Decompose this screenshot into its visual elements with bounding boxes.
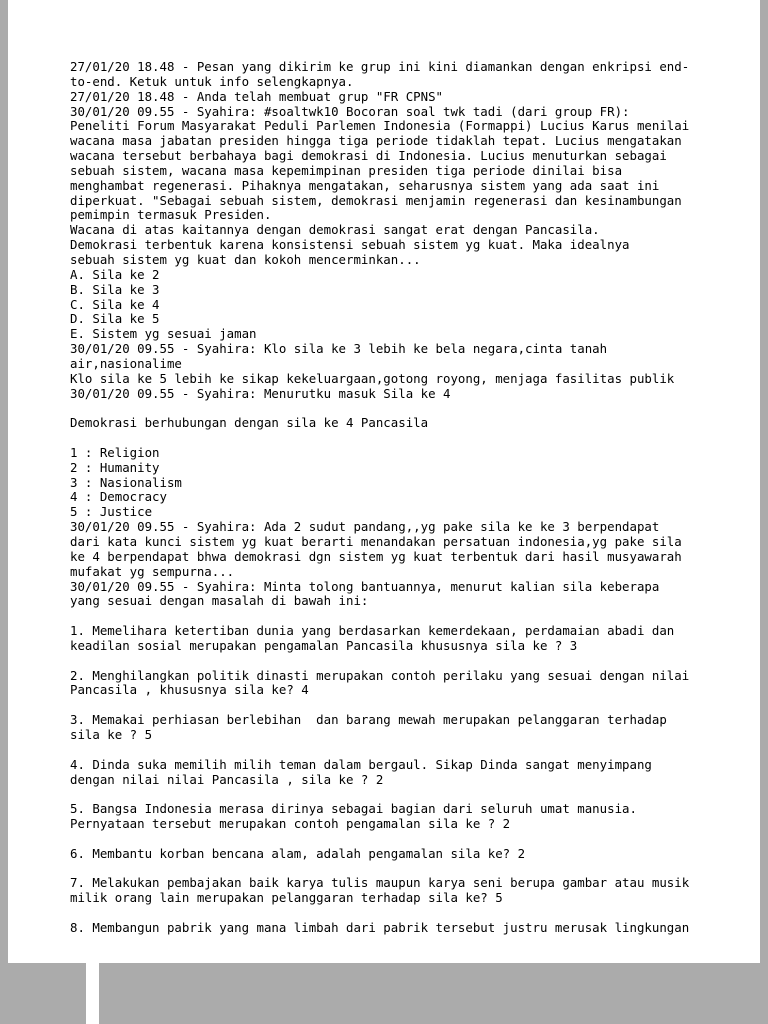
text-line: sebuah sistem yg kuat dan kokoh mencerminkan... <box>70 251 421 267</box>
text-line: sila ke ? 5 <box>70 726 153 742</box>
text-line <box>70 743 710 758</box>
text-line: Peneliti Forum Masyarakat Peduli Parlemen Indonesia (Formappi) Lucius Karus menilai <box>70 118 690 134</box>
text-line <box>70 906 710 921</box>
text-line: 2 : Humanity <box>70 459 160 475</box>
text-line <box>70 654 710 669</box>
next-page-edge <box>86 963 99 1024</box>
text-line: E. Sistem yg sesuai jaman <box>70 326 257 342</box>
text-line: milik orang lain merupakan pelanggaran terhadap sila ke? 5 <box>70 890 503 906</box>
text-line: 1. Memelihara ketertiban dunia yang berdasarkan kemerdekaan, perdamaian abadi dan <box>70 623 675 639</box>
text-line: 30/01/20 09.55 - Syahira: Minta tolong bantuannya, menurut kalian sila keberapa <box>70 578 660 594</box>
text-line: Pancasila , khususnya sila ke? 4 <box>70 682 309 698</box>
text-line: dengan nilai nilai Pancasila , sila ke ? 2 <box>70 771 384 787</box>
text-line: 6. Membantu korban bencana alam, adalah pengamalan sila ke? 2 <box>70 845 526 861</box>
text-line: 8. Membangun pabrik yang mana limbah dari pabrik tersebut justru merusak lingkungan <box>70 919 690 935</box>
text-line: diperkuat. "Sebagai sebuah sistem, demokrasi menjamin regenerasi dan kesinambungan <box>70 192 682 208</box>
document-text <box>70 60 710 936</box>
text-line: 27/01/20 18.48 - Pesan yang dikirim ke grup ini kini diamankan dengan enkripsi end- <box>70 59 690 74</box>
document-page <box>8 0 760 963</box>
text-line: mufakat yg sempurna... <box>70 563 235 579</box>
text-line: 4 : Democracy <box>70 489 167 505</box>
text-line: air,nasionalime <box>70 355 182 371</box>
text-line: A. Sila ke 2 <box>70 266 160 282</box>
text-line <box>70 431 710 446</box>
text-line: Wacana di atas kaitannya dengan demokrasi sangat erat dengan Pancasila. <box>70 222 600 238</box>
text-line: menghambat regenerasi. Pihaknya mengatakan, seharusnya sistem yang ada saat ini <box>70 177 660 193</box>
text-line: Pernyataan tersebut merupakan contoh pengamalan sila ke ? 2 <box>70 816 511 832</box>
text-line: 30/01/20 09.55 - Syahira: Ada 2 sudut pandang,,yg pake sila ke ke 3 berpendapat <box>70 519 660 535</box>
text-line: 30/01/20 09.55 - Syahira: Menurutku masuk Sila ke 4 <box>70 385 451 401</box>
text-line: wacana tersebut berbahaya bagi demokrasi di Indonesia. Lucius menuturkan sebagai <box>70 148 667 164</box>
text-line: Klo sila ke 5 lebih ke sikap kekeluargaan,gotong royong, menjaga fasilitas publik <box>70 370 675 386</box>
text-line <box>70 862 710 877</box>
text-line: keadilan sosial merupakan pengamalan Pancasila khususnya sila ke ? 3 <box>70 637 578 653</box>
text-line: 1 : Religion <box>70 444 160 460</box>
text-line: C. Sila ke 4 <box>70 296 160 312</box>
text-line: pemimpin termasuk Presiden. <box>70 207 272 223</box>
text-line: 5 : Justice <box>70 504 153 520</box>
text-line: D. Sila ke 5 <box>70 311 160 327</box>
text-line <box>70 832 710 847</box>
text-line: 3 : Nasionalism <box>70 474 182 490</box>
text-line <box>70 609 710 624</box>
text-line: Demokrasi terbentuk karena konsistensi sebuah sistem yg kuat. Maka idealnya <box>70 237 630 253</box>
text-line: 30/01/20 09.55 - Syahira: Klo sila ke 3 lebih ke bela negara,cinta tanah <box>70 341 608 357</box>
text-line <box>70 401 710 416</box>
text-line: 4. Dinda suka memilih milih teman dalam bergaul. Sikap Dinda sangat menyimpang <box>70 756 652 772</box>
text-line <box>70 698 710 713</box>
text-line: wacana masa jabatan presiden hingga tiga periode tidaklah tepat. Lucius mengatakan <box>70 133 682 149</box>
text-line: 2. Menghilangkan politik dinasti merupakan contoh perilaku yang sesuai dengan nilai <box>70 667 690 683</box>
text-line: yang sesuai dengan masalah di bawah ini: <box>70 593 369 609</box>
text-line: 5. Bangsa Indonesia merasa dirinya sebagai bagian dari seluruh umat manusia. <box>70 801 637 817</box>
text-line: 3. Memakai perhiasan berlebihan dan barang mewah merupakan pelanggaran terhadap <box>70 712 667 728</box>
text-line: ke 4 berpendapat bhwa demokrasi dgn sistem yg kuat terbentuk dari hasil musyawarah <box>70 548 682 564</box>
text-line: 27/01/20 18.48 - Anda telah membuat grup "FR CPNS" <box>70 88 443 104</box>
text-line: 30/01/20 09.55 - Syahira: #soaltwk10 Bocoran soal twk tadi (dari group FR): <box>70 103 630 119</box>
text-line: to-end. Ketuk untuk info selengkapnya. <box>70 73 354 89</box>
text-line: B. Sila ke 3 <box>70 281 160 297</box>
text-line: dari kata kunci sistem yg kuat berarti menandakan persatuan indonesia,yg pake sila <box>70 534 682 549</box>
text-line: 7. Melakukan pembajakan baik karya tulis maupun karya seni berupa gambar atau musik <box>70 875 690 891</box>
text-line <box>70 787 710 802</box>
text-line: sebuah sistem, wacana masa kepemimpinan presiden tiga periode dinilai bisa <box>70 162 623 178</box>
text-line: Demokrasi berhubungan dengan sila ke 4 Pancasila <box>70 415 429 431</box>
